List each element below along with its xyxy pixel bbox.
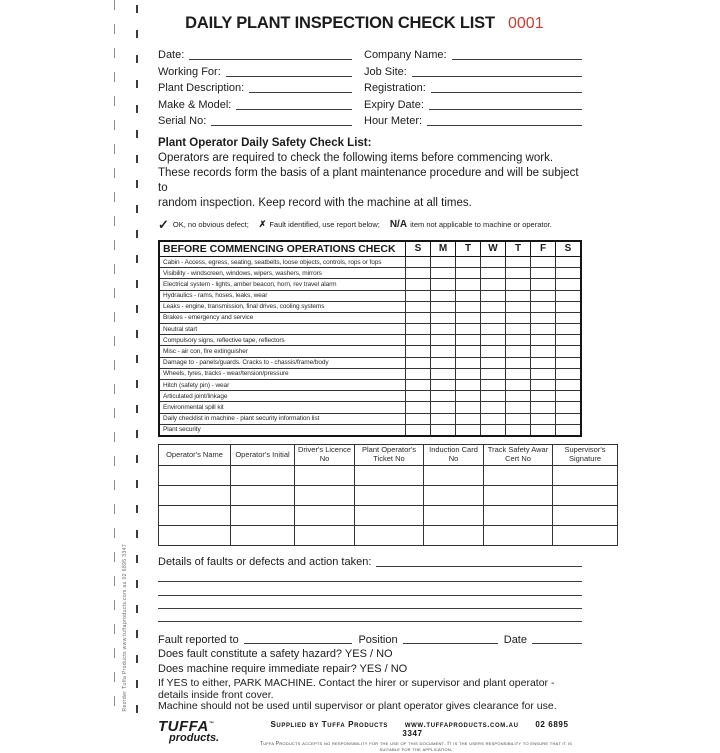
tuffa-logo	[158, 718, 250, 743]
check-day-cell	[506, 256, 531, 267]
check-day-cell	[431, 380, 456, 391]
check-day-cell	[406, 290, 431, 301]
check-day-cell	[506, 279, 531, 290]
day-column-header: S	[406, 241, 431, 257]
check-day-cell	[556, 368, 582, 379]
check-day-cell	[481, 357, 506, 368]
check-day-cell	[431, 357, 456, 368]
date-label: Date	[503, 634, 527, 647]
check-day-cell	[531, 413, 556, 424]
operator-cell	[295, 465, 355, 485]
fault-detail-blank-line	[158, 609, 582, 622]
cross-icon: ✗	[258, 218, 267, 229]
intro-text-line: random inspection. Keep record with the machine at all times.	[158, 196, 472, 209]
park-machine-note-line1: If YES to either, PARK MACHINE. Contact the hirer or supervisor and plant operator - details inside front cover.	[158, 677, 555, 701]
check-day-cell	[456, 346, 481, 357]
operator-column-header: Operator's Initial	[231, 444, 295, 465]
field-blank-line	[226, 75, 352, 77]
form-serial-number: 0001	[508, 15, 544, 32]
check-item-label: Daily checklist in machine - plant security information list	[159, 413, 406, 424]
check-item-row	[159, 268, 581, 279]
intro-paragraph	[158, 151, 582, 211]
field-label: Expiry Date:	[364, 98, 424, 111]
check-day-cell	[481, 324, 506, 335]
check-day-cell	[481, 346, 506, 357]
check-day-cell	[556, 290, 582, 301]
field-label: Job Site:	[364, 65, 407, 78]
check-day-cell	[456, 256, 481, 267]
header-field-row	[158, 112, 352, 128]
check-day-cell	[456, 290, 481, 301]
check-item-row	[159, 256, 581, 267]
operator-column-header: Operator's Name	[159, 444, 231, 465]
check-day-cell	[481, 290, 506, 301]
header-field-row	[158, 62, 352, 78]
check-day-cell	[456, 335, 481, 346]
operator-cell	[295, 505, 355, 525]
check-day-cell	[481, 402, 506, 413]
check-item-row	[159, 391, 581, 402]
field-blank-line	[249, 91, 352, 93]
operator-column-header: Plant Operator's Ticket No	[355, 444, 424, 465]
header-field-row	[364, 79, 582, 95]
field-label: Date:	[158, 49, 185, 62]
check-day-cell	[456, 279, 481, 290]
fault-detail-blank-line	[158, 569, 582, 582]
check-day-cell	[456, 324, 481, 335]
registration-tick-marks	[136, 5, 138, 717]
check-item-row	[159, 301, 581, 312]
operator-cell	[424, 525, 484, 545]
check-day-cell	[456, 391, 481, 402]
check-day-cell	[556, 324, 582, 335]
check-item-label: Environmental spill kit	[159, 402, 406, 413]
check-day-cell	[456, 413, 481, 424]
check-day-cell	[431, 346, 456, 357]
check-day-cell	[431, 301, 456, 312]
operator-row	[159, 465, 618, 485]
check-day-cell	[431, 290, 456, 301]
check-day-cell	[406, 424, 431, 436]
perforation-dashed-line	[114, 0, 115, 720]
check-day-cell	[456, 368, 481, 379]
check-item-row	[159, 324, 581, 335]
check-item-row	[159, 380, 581, 391]
immediate-repair-question: Does machine require immediate repair? YES / NO	[158, 662, 408, 675]
operator-column-header: Track Safety Awar Cert No	[484, 444, 553, 465]
check-day-cell	[531, 312, 556, 323]
field-label: Registration:	[364, 82, 426, 95]
check-day-cell	[556, 402, 582, 413]
check-day-cell	[556, 391, 582, 402]
check-day-cell	[556, 346, 582, 357]
check-item-label: Articulated joint/linkage	[159, 391, 406, 402]
field-label: Serial No:	[158, 114, 207, 127]
check-day-cell	[481, 424, 506, 436]
check-day-cell	[431, 368, 456, 379]
trademark-symbol: ™	[208, 720, 215, 727]
safety-checklist-heading: Plant Operator Daily Safety Check List:	[158, 136, 372, 149]
check-table-title: BEFORE COMMENCING OPERATIONS CHECK	[159, 241, 406, 257]
field-label: Plant Description:	[158, 82, 245, 95]
check-day-cell	[481, 279, 506, 290]
operator-cell	[231, 505, 295, 525]
check-day-cell	[431, 424, 456, 436]
operator-cell	[295, 525, 355, 545]
side-reorder-text: Reorder Tuffa Products www.tuffaproducts.com.au 02 6895 3347	[122, 544, 128, 712]
check-day-cell	[481, 256, 506, 267]
footer-disclaimer: Tuffa Products accepts no responsibility for the use of this document. It is the users responsibility to ensure that it is suitable for the application.	[259, 740, 573, 753]
na-legend-text: item not applicable to machine or operator.	[410, 219, 552, 229]
day-column-header: F	[531, 241, 556, 257]
check-day-cell	[481, 312, 506, 323]
operator-cell	[424, 465, 484, 485]
tuffa-logo-products-text: products.	[169, 731, 220, 744]
check-day-cell	[431, 402, 456, 413]
header-field-row	[364, 62, 582, 78]
intro-text-line: These records form the basis of a plant maintenance procedure and will be subject to	[158, 166, 579, 194]
operator-column-header: Supervisor's Signature	[553, 444, 618, 465]
footer	[158, 718, 582, 753]
field-blank-line	[412, 75, 582, 77]
check-day-cell	[531, 391, 556, 402]
day-column-header: T	[506, 241, 531, 257]
check-day-cell	[406, 380, 431, 391]
check-day-cell	[406, 346, 431, 357]
check-day-cell	[506, 424, 531, 436]
field-blank-line	[189, 58, 352, 60]
check-day-cell	[506, 312, 531, 323]
check-day-cell	[506, 402, 531, 413]
check-day-cell	[506, 368, 531, 379]
supplied-by-text: Supplied by Tuffa Products	[270, 719, 388, 729]
day-column-header: S	[556, 241, 582, 257]
day-column-header: W	[481, 241, 506, 257]
check-day-cell	[481, 301, 506, 312]
operator-row	[159, 505, 618, 525]
day-column-header: M	[431, 241, 456, 257]
check-item-row	[159, 402, 581, 413]
operator-cell	[484, 485, 553, 505]
check-day-cell	[431, 279, 456, 290]
symbol-legend	[158, 216, 582, 232]
operator-cell	[231, 525, 295, 545]
check-day-cell	[556, 301, 582, 312]
check-day-cell	[506, 380, 531, 391]
operator-cell	[355, 465, 424, 485]
check-day-cell	[456, 301, 481, 312]
header-field-row	[364, 46, 582, 62]
check-item-row	[159, 335, 581, 346]
check-day-cell	[481, 268, 506, 279]
header-field-row	[364, 112, 582, 128]
supplier-website: www.tuffaproducts.com.au	[404, 719, 519, 729]
fault-details-section	[158, 555, 582, 622]
date-blank	[532, 642, 582, 644]
na-label: N/A	[389, 218, 408, 230]
check-day-cell	[431, 256, 456, 267]
operator-cell	[159, 505, 231, 525]
check-day-cell	[406, 413, 431, 424]
operator-cell	[355, 525, 424, 545]
page-title: DAILY PLANT INSPECTION CHECK LIST	[185, 14, 495, 32]
check-day-cell	[481, 391, 506, 402]
tick-legend-text: OK, no obvious defect;	[172, 219, 249, 229]
operator-cell	[159, 465, 231, 485]
check-day-cell	[406, 256, 431, 267]
check-day-cell	[506, 324, 531, 335]
check-item-label: Misc - air con, fire extinguisher	[159, 346, 406, 357]
check-item-label: Plant security	[159, 424, 406, 436]
check-day-cell	[556, 335, 582, 346]
check-day-cell	[506, 391, 531, 402]
check-day-cell	[556, 380, 582, 391]
check-day-cell	[456, 380, 481, 391]
check-item-label: Neutral start	[159, 324, 406, 335]
check-item-label: Damage to - panels/guards. Cracks to - chassis/frame/body	[159, 357, 406, 368]
form-content	[158, 0, 606, 753]
check-day-cell	[406, 268, 431, 279]
check-item-row	[159, 290, 581, 301]
check-item-label: Brakes - emergency and service	[159, 312, 406, 323]
check-day-cell	[406, 357, 431, 368]
check-day-cell	[506, 335, 531, 346]
operator-column-header: Driver's Licence No	[295, 444, 355, 465]
footer-supplier-info	[250, 718, 582, 753]
field-blank-line	[452, 58, 582, 60]
operator-cell	[484, 465, 553, 485]
fault-details-label: Details of faults or defects and action taken:	[158, 555, 372, 568]
position-blank	[403, 642, 498, 644]
fault-details-lines	[158, 569, 582, 622]
check-table-header-row	[159, 241, 581, 257]
check-day-cell	[406, 391, 431, 402]
check-day-cell	[406, 368, 431, 379]
check-item-label: Visibility - windscreen, windows, wipers, washers, mirrors	[159, 268, 406, 279]
check-day-cell	[556, 312, 582, 323]
header-fields-right	[364, 46, 582, 128]
intro-text-line: Operators are required to check the following items before commencing work.	[158, 151, 554, 164]
field-blank-line	[427, 124, 582, 126]
check-day-cell	[481, 368, 506, 379]
park-machine-note-line2: Machine should not be used until supervisor or plant operator gives clearance for use.	[158, 700, 557, 713]
field-blank-line	[236, 108, 352, 110]
header-field-row	[364, 95, 582, 111]
header-field-row	[158, 95, 352, 111]
check-item-row	[159, 413, 581, 424]
check-item-label: Wheels, tyres, tracks - wear/tension/pressure	[159, 368, 406, 379]
operator-cell	[424, 485, 484, 505]
check-item-row	[159, 368, 581, 379]
check-item-label: Hitch (safety pin) - wear	[159, 380, 406, 391]
operator-cell	[553, 485, 618, 505]
field-blank-line	[431, 91, 582, 93]
tuffa-logo-wordmark	[158, 718, 250, 733]
fault-details-label-row	[158, 555, 582, 569]
check-day-cell	[456, 312, 481, 323]
header-fields-left	[158, 46, 352, 128]
check-day-cell	[531, 424, 556, 436]
operator-cell	[231, 485, 295, 505]
title-row	[158, 14, 582, 36]
operator-cell	[484, 505, 553, 525]
check-day-cell	[556, 268, 582, 279]
check-day-cell	[406, 402, 431, 413]
fault-reported-blank	[244, 642, 353, 644]
operations-check-table	[158, 240, 582, 437]
header-field-row	[158, 79, 352, 95]
check-item-row	[159, 346, 581, 357]
field-label: Company Name:	[364, 49, 447, 62]
operator-row	[159, 485, 618, 505]
check-day-cell	[556, 424, 582, 436]
tick-icon: ✓	[158, 216, 169, 232]
operator-cell	[484, 525, 553, 545]
check-day-cell	[431, 324, 456, 335]
header-fields	[158, 46, 582, 128]
field-blank-line	[429, 108, 582, 110]
check-day-cell	[531, 301, 556, 312]
check-day-cell	[556, 357, 582, 368]
operator-cell	[553, 525, 618, 545]
supplier-phone: 02 6895 3347	[402, 719, 569, 738]
check-day-cell	[531, 256, 556, 267]
operator-cell	[231, 465, 295, 485]
check-day-cell	[481, 335, 506, 346]
check-day-cell	[556, 279, 582, 290]
operator-cell	[355, 485, 424, 505]
header-field-row	[158, 46, 352, 62]
check-day-cell	[456, 402, 481, 413]
check-day-cell	[456, 268, 481, 279]
check-item-row	[159, 312, 581, 323]
check-day-cell	[531, 268, 556, 279]
check-day-cell	[506, 268, 531, 279]
check-item-row	[159, 424, 581, 436]
check-day-cell	[406, 335, 431, 346]
fault-report-row	[158, 633, 582, 646]
check-day-cell	[431, 413, 456, 424]
operator-cell	[424, 505, 484, 525]
check-item-label: Electrical system - lights, amber beacon, horn, rev travel alarm	[159, 279, 406, 290]
check-day-cell	[431, 391, 456, 402]
day-column-header: T	[456, 241, 481, 257]
check-day-cell	[531, 368, 556, 379]
check-item-label: Cabin - Access, egress, seating, seatbelts, loose objects, controls, rops or fops	[159, 256, 406, 267]
safety-hazard-question: Does fault constitute a safety hazard? YES / NO	[158, 648, 393, 661]
cross-legend-text: Fault identified, use report below;	[269, 219, 380, 229]
check-day-cell	[431, 312, 456, 323]
operator-column-header: Induction Card No	[424, 444, 484, 465]
operator-details-table	[158, 444, 618, 546]
check-item-row	[159, 279, 581, 290]
operator-cell	[553, 505, 618, 525]
check-day-cell	[531, 402, 556, 413]
fault-detail-blank-line	[158, 582, 582, 595]
check-day-cell	[506, 290, 531, 301]
field-blank-line	[211, 124, 352, 126]
check-day-cell	[531, 324, 556, 335]
check-day-cell	[406, 279, 431, 290]
check-day-cell	[531, 380, 556, 391]
operator-cell	[159, 525, 231, 545]
check-item-label: Hydraulics - rams, hoses, leaks, wear	[159, 290, 406, 301]
check-day-cell	[406, 301, 431, 312]
check-item-label: Leaks - engine, transmission, final drives, cooling systems	[159, 301, 406, 312]
check-day-cell	[506, 346, 531, 357]
field-label: Hour Meter:	[364, 114, 423, 127]
field-label: Working For:	[158, 65, 221, 78]
check-day-cell	[431, 268, 456, 279]
check-day-cell	[531, 346, 556, 357]
check-day-cell	[531, 290, 556, 301]
check-day-cell	[556, 256, 582, 267]
operator-cell	[295, 485, 355, 505]
check-item-label: Compulsory signs, reflective tape, reflectors	[159, 335, 406, 346]
fault-reported-label: Fault reported to	[158, 634, 239, 647]
operator-cell	[159, 485, 231, 505]
operator-row	[159, 525, 618, 545]
fault-details-blank	[376, 565, 582, 567]
supplied-by-line	[250, 720, 582, 738]
tuffa-logo-text: TUFFA	[158, 717, 209, 735]
operator-cell	[355, 505, 424, 525]
check-day-cell	[406, 324, 431, 335]
check-day-cell	[556, 413, 582, 424]
check-day-cell	[456, 357, 481, 368]
check-day-cell	[531, 357, 556, 368]
operator-cell	[553, 465, 618, 485]
check-item-row	[159, 357, 581, 368]
fault-detail-blank-line	[158, 596, 582, 609]
field-label: Make & Model:	[158, 98, 232, 111]
check-day-cell	[506, 357, 531, 368]
check-day-cell	[531, 335, 556, 346]
check-day-cell	[506, 413, 531, 424]
operator-table-header-row	[159, 444, 618, 465]
check-day-cell	[406, 312, 431, 323]
check-day-cell	[431, 335, 456, 346]
check-day-cell	[481, 380, 506, 391]
check-day-cell	[481, 413, 506, 424]
check-day-cell	[506, 301, 531, 312]
position-label: Position	[358, 634, 398, 647]
check-day-cell	[456, 424, 481, 436]
check-day-cell	[531, 279, 556, 290]
